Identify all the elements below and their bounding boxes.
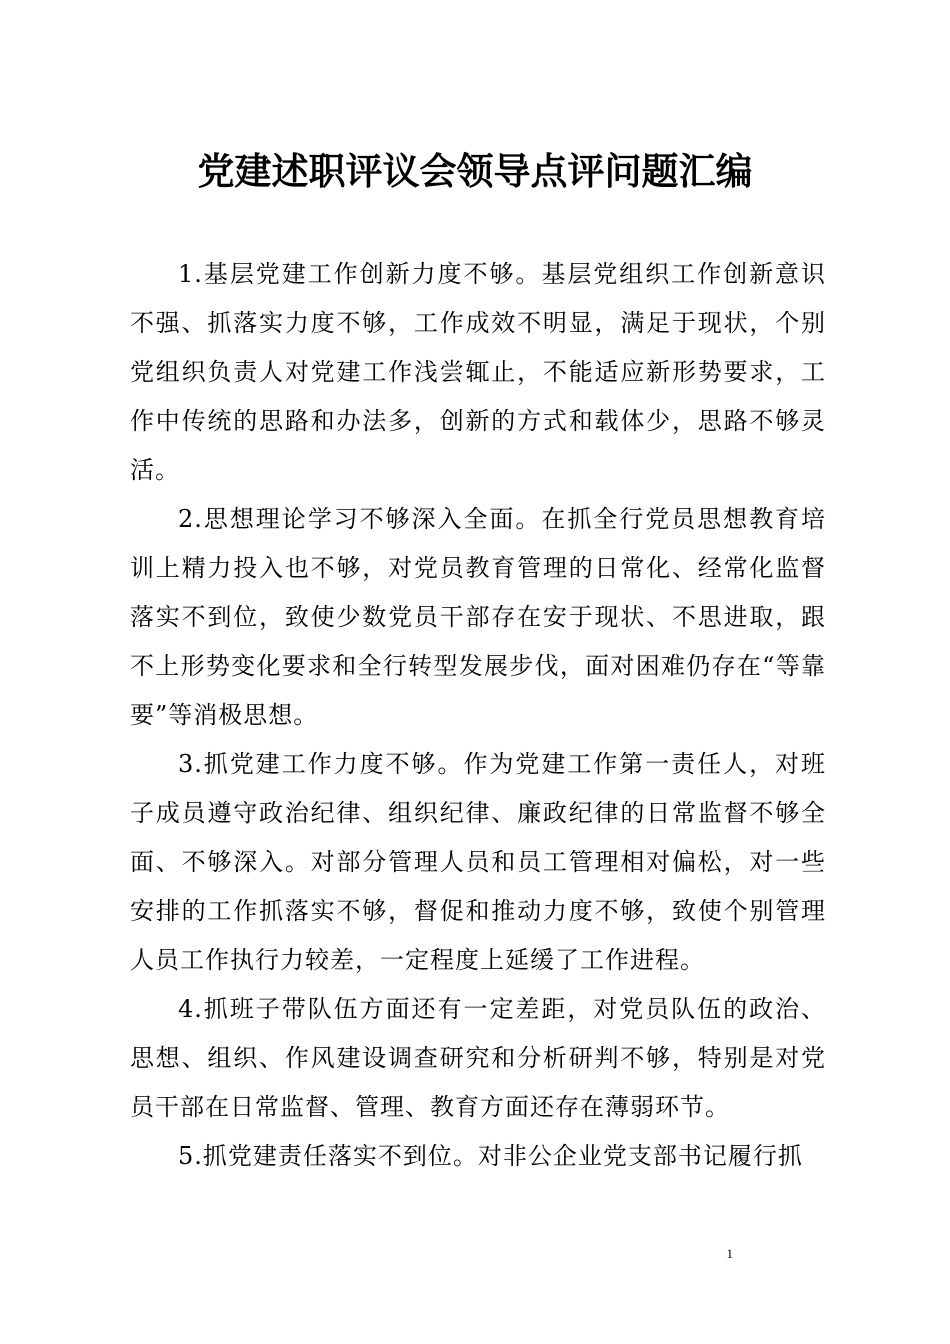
paragraph-3: 3.抓党建工作力度不够。作为党建工作第一责任人，对班子成员遵守政治纪律、组织纪律、廉政纪律的日常监督不够全面、不够深入。对部分管理人员和员工管理相对偏松，对一些安排的工作抓落实不够，督促和推动力度不够，致使个别管理人员工作执行力较差，一定程度上延缓了工作进程。 [130,750,826,974]
paragraph-4: 4.抓班子带队伍方面还有一定差距，对党员队伍的政治、思想、组织、作风建设调查研究和分析研判不够，特别是对党员干部在日常监督、管理、教育方面还存在薄弱环节。 [130,995,826,1121]
paragraph-5: 5.抓党建责任落实不到位。对非公企业党支部书记履行抓 [178,1142,803,1170]
paragraph-1: 1.基层党建工作创新力度不够。基层党组织工作创新意识不强、抓落实力度不够，工作成效不明显，满足于现状，个别党组织负责人对党建工作浅尝辄止，不能适应新形势要求，工作中传统的思路和办法多，创新的方式和载体少，思路不够灵活。 [130,260,826,484]
paragraph-2: 2.思想理论学习不够深入全面。在抓全行党员思想教育培训上精力投入也不够，对党员教育管理的日常化、经常化监督落实不到位，致使少数党员干部存在安于现状、不思进取，跟不上形势变化要求和全行转型发展步伐，面对困难仍存在“等靠要”等消极思想。 [130,505,826,729]
page-number: 1 [726,1246,733,1261]
document-title: 党建述职评议会领导点评问题汇编 [197,149,753,193]
document-body [130,250,826,1181]
